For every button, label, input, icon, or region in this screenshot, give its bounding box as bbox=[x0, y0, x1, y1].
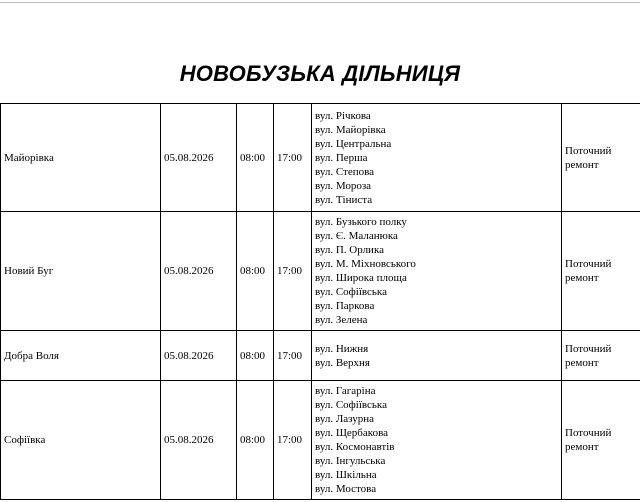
street-item: вул. Майорівка bbox=[315, 123, 386, 136]
streets-cell bbox=[312, 212, 562, 331]
street-item: вул. Є. Маланюка bbox=[315, 230, 398, 242]
street-item: вул. Центральна bbox=[315, 137, 392, 150]
end-time-cell: 17:00 bbox=[274, 331, 312, 381]
table-row bbox=[1, 381, 640, 500]
date-cell: 05.08.2026 bbox=[161, 381, 237, 500]
street-item: вул. Нижня bbox=[315, 342, 369, 355]
street-item: вул. Софіївська bbox=[315, 399, 387, 411]
street-item: вул. Інгульська bbox=[315, 455, 386, 467]
street-item: вул. Бузького полку bbox=[315, 216, 407, 228]
streets-cell bbox=[312, 104, 562, 212]
street-item: вул. Шкільна bbox=[315, 469, 377, 481]
date-cell: 05.08.2026 bbox=[161, 104, 237, 212]
table-row bbox=[1, 331, 640, 381]
street-item: вул. Софіївська bbox=[315, 286, 387, 298]
start-time-cell: 08:00 bbox=[237, 212, 274, 331]
table-row bbox=[1, 212, 640, 331]
date-cell: 05.08.2026 bbox=[161, 331, 237, 381]
street-item: вул. Космонавтів bbox=[315, 441, 395, 453]
street-item: вул. Гагаріна bbox=[315, 385, 376, 397]
table-row bbox=[1, 104, 640, 212]
end-time-cell: 17:00 bbox=[274, 381, 312, 500]
work-type-cell: Поточний ремонт bbox=[562, 331, 640, 381]
street-item: вул. Паркова bbox=[315, 300, 375, 312]
street-item: вул. Степова bbox=[315, 165, 375, 178]
street-item: вул. Лазурна bbox=[315, 413, 375, 425]
end-time-cell: 17:00 bbox=[274, 104, 312, 212]
village-cell: Добра Воля bbox=[1, 331, 161, 381]
streets-cell bbox=[312, 331, 562, 381]
work-type-cell: Поточний ремонт bbox=[562, 381, 640, 500]
street-item: вул. Перша bbox=[315, 151, 368, 164]
street-item: вул. Зелена bbox=[315, 314, 368, 326]
end-time-cell: 17:00 bbox=[274, 212, 312, 331]
date-cell: 05.08.2026 bbox=[161, 212, 237, 331]
top-divider bbox=[0, 2, 640, 3]
start-time-cell: 08:00 bbox=[237, 331, 274, 381]
village-cell: Софіївка bbox=[1, 381, 161, 500]
work-type-cell: Поточний ремонт bbox=[562, 104, 640, 212]
street-item: вул. Мостова bbox=[315, 483, 377, 495]
schedule-body bbox=[1, 104, 640, 500]
streets-cell bbox=[312, 381, 562, 500]
village-cell: Новий Буг bbox=[1, 212, 161, 331]
outage-schedule-table bbox=[0, 103, 640, 500]
page-title: НОВОБУЗЬКА ДІЛЬНИЦЯ bbox=[179, 61, 461, 86]
work-type-cell: Поточний ремонт bbox=[562, 212, 640, 331]
street-item: вул. Мороза bbox=[315, 179, 372, 192]
street-item: вул. Верхня bbox=[315, 356, 370, 369]
street-item: вул. Щербакова bbox=[315, 427, 388, 439]
village-cell: Майорівка bbox=[1, 104, 161, 212]
street-item: вул. Тіниста bbox=[315, 193, 373, 206]
street-item: вул. М. Міхновського bbox=[315, 258, 416, 270]
start-time-cell: 08:00 bbox=[237, 104, 274, 212]
start-time-cell: 08:00 bbox=[237, 381, 274, 500]
street-item: вул. Річкова bbox=[315, 109, 371, 122]
street-item: вул. Широка площа bbox=[315, 272, 407, 284]
street-item: вул. П. Орлика bbox=[315, 244, 385, 256]
